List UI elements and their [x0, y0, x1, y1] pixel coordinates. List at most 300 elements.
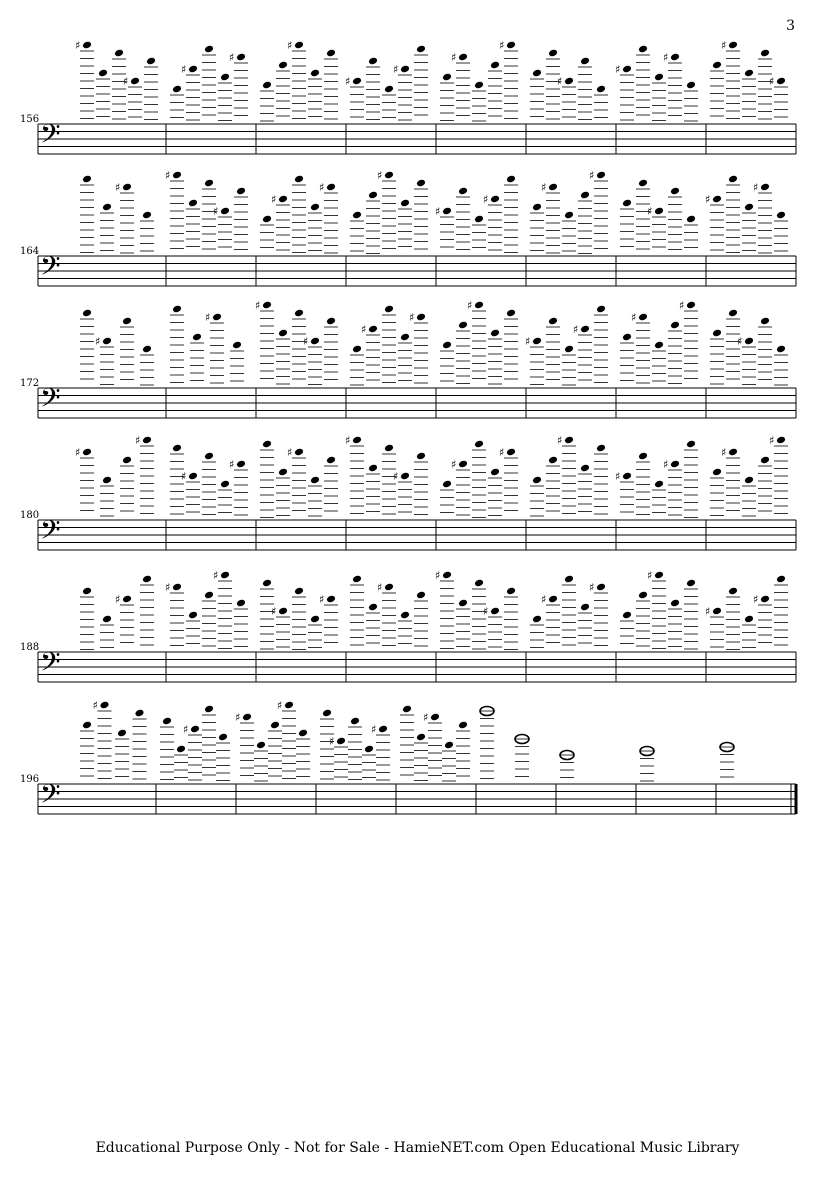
note-head: [117, 729, 127, 738]
sharp-accidental: ♯: [271, 193, 277, 206]
bass-clef: 𝄢: [40, 646, 61, 684]
note-head: [728, 587, 738, 596]
note-head: [162, 717, 172, 726]
note-head: [204, 179, 214, 188]
sharp-accidental: ♯: [615, 63, 621, 76]
note-head: [384, 583, 394, 592]
sharp-accidental: ♯: [663, 458, 669, 471]
note-head: [278, 607, 288, 616]
note-head: [82, 587, 92, 596]
note-head: [278, 195, 288, 204]
note-head: [564, 436, 574, 445]
sharp-accidental: ♯: [769, 75, 775, 88]
bass-clef: 𝄢: [40, 118, 61, 156]
note-head: [776, 436, 786, 445]
note-head: [204, 452, 214, 461]
note-head: [760, 595, 770, 604]
note-head: [654, 207, 664, 216]
note-head: [564, 77, 574, 86]
note-head: [564, 575, 574, 584]
note-head: [192, 333, 202, 342]
note-head: [474, 301, 484, 310]
sharp-accidental: ♯: [235, 711, 241, 724]
note-head: [122, 595, 132, 604]
note-head: [82, 41, 92, 50]
bass-clef: 𝄢: [40, 382, 61, 420]
note-head: [776, 345, 786, 354]
note-head: [760, 49, 770, 58]
sharp-accidental: ♯: [525, 335, 531, 348]
note-head: [400, 65, 410, 74]
note-head: [256, 741, 266, 750]
note-head: [400, 333, 410, 342]
sharp-accidental: ♯: [319, 593, 325, 606]
sharp-accidental: ♯: [287, 39, 293, 52]
note-head: [122, 317, 132, 326]
note-head: [364, 745, 374, 754]
sharp-accidental: ♯: [541, 181, 547, 194]
sharp-accidental: ♯: [541, 593, 547, 606]
sharp-accidental: ♯: [737, 335, 743, 348]
note-head: [352, 77, 362, 86]
note-head: [444, 741, 454, 750]
note-head: [134, 709, 144, 718]
sharp-accidental: ♯: [753, 593, 759, 606]
note-head: [262, 215, 272, 224]
note-head: [686, 215, 696, 224]
note-head: [310, 476, 320, 485]
staff-system: [20, 434, 796, 552]
note-head: [262, 579, 272, 588]
note-head: [262, 81, 272, 90]
note-head: [596, 171, 606, 180]
note-head: [82, 448, 92, 457]
note-head: [506, 41, 516, 50]
note-head: [506, 309, 516, 318]
note-head: [622, 199, 632, 208]
sharp-accidental: ♯: [435, 569, 441, 582]
note-head: [670, 187, 680, 196]
note-head: [146, 57, 156, 66]
note-head: [548, 456, 558, 465]
sharp-accidental: ♯: [361, 323, 367, 336]
note-head: [458, 53, 468, 62]
sharp-accidental: ♯: [123, 75, 129, 88]
sharp-accidental: ♯: [371, 723, 377, 736]
sharp-accidental: ♯: [647, 205, 653, 218]
note-head: [638, 313, 648, 322]
sharp-accidental: ♯: [769, 434, 775, 447]
sharp-accidental: ♯: [589, 581, 595, 594]
note-head: [220, 207, 230, 216]
sharp-accidental: ♯: [705, 605, 711, 618]
note-head: [188, 65, 198, 74]
note-head: [400, 199, 410, 208]
sharp-accidental: ♯: [557, 434, 563, 447]
note-head: [670, 599, 680, 608]
note-head: [236, 460, 246, 469]
note-head: [490, 61, 500, 70]
note-head: [326, 183, 336, 192]
note-head: [220, 73, 230, 82]
note-head: [638, 452, 648, 461]
sharp-accidental: ♯: [229, 458, 235, 471]
note-head: [458, 599, 468, 608]
sharp-accidental: ♯: [409, 311, 415, 324]
sharp-accidental: ♯: [135, 434, 141, 447]
note-head: [172, 444, 182, 453]
note-head: [416, 45, 426, 54]
note-head: [744, 337, 754, 346]
note-head: [442, 207, 452, 216]
note-head: [278, 61, 288, 70]
staff-system: [20, 299, 796, 420]
note-head: [458, 460, 468, 469]
sharp-accidental: ♯: [115, 181, 121, 194]
note-head: [102, 203, 112, 212]
note-head: [490, 195, 500, 204]
bass-clef: 𝄢: [40, 778, 61, 816]
page-number: 3: [786, 18, 795, 34]
note-head: [580, 464, 590, 473]
sharp-accidental: ♯: [213, 205, 219, 218]
note-head: [442, 571, 452, 580]
sharp-accidental: ♯: [319, 181, 325, 194]
note-head: [712, 607, 722, 616]
note-head: [532, 69, 542, 78]
sharp-accidental: ♯: [213, 569, 219, 582]
note-head: [712, 468, 722, 477]
note-head: [310, 203, 320, 212]
note-head: [686, 579, 696, 588]
sharp-accidental: ♯: [329, 735, 335, 748]
footer-text: Educational Purpose Only - Not for Sale - HamieNET.com Open Educational Music Library: [95, 1140, 740, 1156]
note-head: [82, 721, 92, 730]
note-head: [242, 713, 252, 722]
note-head: [670, 53, 680, 62]
sharp-accidental: ♯: [557, 75, 563, 88]
note-head: [232, 341, 242, 350]
note-head: [384, 305, 394, 314]
note-head: [744, 476, 754, 485]
note-head: [532, 337, 542, 346]
note-head: [442, 480, 452, 489]
note-head: [670, 460, 680, 469]
note-head: [474, 440, 484, 449]
note-head: [638, 179, 648, 188]
note-head: [188, 199, 198, 208]
note-head: [99, 701, 109, 710]
note-head: [336, 737, 346, 746]
sharp-accidental: ♯: [229, 51, 235, 64]
note-head: [622, 65, 632, 74]
sharp-accidental: ♯: [615, 470, 621, 483]
sharp-accidental: ♯: [75, 446, 81, 459]
sharp-accidental: ♯: [705, 193, 711, 206]
note-head: [278, 468, 288, 477]
note-head: [416, 452, 426, 461]
note-head: [284, 701, 294, 710]
sharp-accidental: ♯: [287, 446, 293, 459]
note-head: [654, 341, 664, 350]
bass-clef: 𝄢: [40, 514, 61, 552]
measure-number: 188: [20, 642, 40, 653]
note-head: [622, 333, 632, 342]
sharp-accidental: ♯: [303, 335, 309, 348]
note-head: [294, 309, 304, 318]
note-head: [458, 321, 468, 330]
measure-number: 172: [20, 378, 40, 389]
note-head: [190, 725, 200, 734]
note-head: [760, 456, 770, 465]
note-head: [728, 41, 738, 50]
note-head: [548, 595, 558, 604]
sharp-accidental: ♯: [377, 169, 383, 182]
note-head: [760, 317, 770, 326]
sharp-accidental: ♯: [467, 299, 473, 312]
note-head: [142, 345, 152, 354]
note-head: [142, 575, 152, 584]
measure-number: 180: [20, 510, 40, 521]
note-head: [416, 591, 426, 600]
sharp-accidental: ♯: [435, 205, 441, 218]
note-head: [188, 472, 198, 481]
note-head: [172, 85, 182, 94]
note-head: [204, 591, 214, 600]
note-head: [350, 717, 360, 726]
note-head: [322, 709, 332, 718]
note-head: [596, 444, 606, 453]
note-head: [352, 436, 362, 445]
note-head: [580, 325, 590, 334]
note-head: [310, 69, 320, 78]
note-head: [384, 171, 394, 180]
note-head: [402, 705, 412, 714]
note-head: [548, 183, 558, 192]
sharp-accidental: ♯: [75, 39, 81, 52]
note-head: [596, 85, 606, 94]
sharp-accidental: ♯: [753, 181, 759, 194]
note-head: [532, 476, 542, 485]
sharp-accidental: ♯: [181, 470, 187, 483]
note-head: [532, 615, 542, 624]
note-head: [368, 57, 378, 66]
note-head: [760, 183, 770, 192]
note-head: [474, 579, 484, 588]
note-head: [580, 191, 590, 200]
note-head: [172, 583, 182, 592]
sharp-accidental: ♯: [393, 470, 399, 483]
note-head: [262, 440, 272, 449]
note-head: [218, 733, 228, 742]
note-head: [776, 77, 786, 86]
note-head: [130, 77, 140, 86]
note-head: [458, 721, 468, 730]
note-head: [310, 615, 320, 624]
sharp-accidental: ♯: [271, 605, 277, 618]
sharp-accidental: ♯: [483, 605, 489, 618]
note-head: [384, 444, 394, 453]
sharp-accidental: ♯: [451, 51, 457, 64]
sharp-accidental: ♯: [721, 39, 727, 52]
sharp-accidental: ♯: [631, 311, 637, 324]
measure-number: 156: [20, 114, 40, 125]
note-head: [298, 729, 308, 738]
sharp-accidental: ♯: [589, 169, 595, 182]
note-head: [712, 195, 722, 204]
sharp-accidental: ♯: [499, 39, 505, 52]
note-head: [654, 73, 664, 82]
note-head: [172, 305, 182, 314]
note-head: [176, 745, 186, 754]
note-head: [220, 480, 230, 489]
note-head: [352, 211, 362, 220]
note-head: [416, 733, 426, 742]
note-head: [204, 45, 214, 54]
note-head: [236, 187, 246, 196]
note-head: [416, 313, 426, 322]
sharp-accidental: ♯: [183, 723, 189, 736]
note-head: [204, 705, 214, 714]
note-head: [580, 57, 590, 66]
note-head: [654, 480, 664, 489]
note-head: [326, 317, 336, 326]
note-head: [262, 301, 272, 310]
sharp-accidental: ♯: [573, 323, 579, 336]
note-head: [122, 183, 132, 192]
sharp-accidental: ♯: [377, 581, 383, 594]
note-head: [368, 191, 378, 200]
note-head: [474, 215, 484, 224]
note-head: [270, 721, 280, 730]
note-head: [490, 329, 500, 338]
note-head: [458, 187, 468, 196]
sharp-accidental: ♯: [423, 711, 429, 724]
sharp-accidental: ♯: [95, 335, 101, 348]
note-head: [506, 587, 516, 596]
sharp-accidental: ♯: [679, 299, 685, 312]
note-head: [564, 345, 574, 354]
note-head: [220, 571, 230, 580]
sharp-accidental: ♯: [277, 699, 283, 712]
note-head: [378, 725, 388, 734]
note-head: [188, 611, 198, 620]
note-head: [654, 571, 664, 580]
note-head: [686, 301, 696, 310]
staff-system: [20, 169, 796, 288]
note-head: [368, 325, 378, 334]
note-head: [122, 456, 132, 465]
note-head: [638, 45, 648, 54]
note-head: [712, 329, 722, 338]
note-head: [352, 345, 362, 354]
note-head: [102, 615, 112, 624]
measure-number: 196: [20, 774, 40, 785]
sharp-accidental: ♯: [647, 569, 653, 582]
note-head: [622, 611, 632, 620]
note-head: [368, 603, 378, 612]
sharp-accidental: ♯: [115, 593, 121, 606]
note-head: [596, 305, 606, 314]
note-head: [294, 175, 304, 184]
note-head: [744, 69, 754, 78]
note-head: [490, 468, 500, 477]
sharp-accidental: ♯: [499, 446, 505, 459]
note-head: [236, 599, 246, 608]
note-head: [548, 317, 558, 326]
note-head: [712, 61, 722, 70]
sharp-accidental: ♯: [663, 51, 669, 64]
note-head: [728, 448, 738, 457]
note-head: [430, 713, 440, 722]
sharp-accidental: ♯: [165, 169, 171, 182]
note-head: [352, 575, 362, 584]
note-head: [400, 472, 410, 481]
note-head: [442, 341, 452, 350]
note-head: [506, 175, 516, 184]
note-head: [102, 476, 112, 485]
sharp-accidental: ♯: [483, 193, 489, 206]
note-head: [294, 587, 304, 596]
note-head: [384, 85, 394, 94]
note-head: [744, 615, 754, 624]
sharp-accidental: ♯: [345, 75, 351, 88]
sharp-accidental: ♯: [721, 446, 727, 459]
note-head: [326, 49, 336, 58]
sharp-accidental: ♯: [92, 699, 98, 712]
note-head: [744, 203, 754, 212]
measure-number: 164: [20, 246, 40, 257]
sharp-accidental: ♯: [393, 63, 399, 76]
note-head: [596, 583, 606, 592]
note-head: [564, 211, 574, 220]
note-head: [670, 321, 680, 330]
note-head: [776, 575, 786, 584]
note-head: [142, 211, 152, 220]
note-head: [310, 337, 320, 346]
note-head: [728, 309, 738, 318]
note-head: [728, 175, 738, 184]
note-head: [474, 81, 484, 90]
note-head: [294, 41, 304, 50]
staff-system: [20, 39, 796, 156]
note-head: [236, 53, 246, 62]
note-head: [278, 329, 288, 338]
note-head: [416, 179, 426, 188]
note-head: [82, 175, 92, 184]
note-head: [532, 203, 542, 212]
note-head: [400, 611, 410, 620]
note-head: [82, 309, 92, 318]
note-head: [776, 211, 786, 220]
staff-system: [20, 699, 796, 816]
note-head: [442, 73, 452, 82]
sharp-accidental: ♯: [165, 581, 171, 594]
note-head: [506, 448, 516, 457]
note-head: [114, 49, 124, 58]
note-head: [686, 440, 696, 449]
note-head: [548, 49, 558, 58]
sharp-accidental: ♯: [181, 63, 187, 76]
note-head: [368, 464, 378, 473]
note-head: [172, 171, 182, 180]
note-head: [294, 448, 304, 457]
note-head: [142, 436, 152, 445]
sharp-accidental: ♯: [345, 434, 351, 447]
note-head: [622, 472, 632, 481]
note-head: [490, 607, 500, 616]
bass-clef: 𝄢: [40, 250, 61, 288]
